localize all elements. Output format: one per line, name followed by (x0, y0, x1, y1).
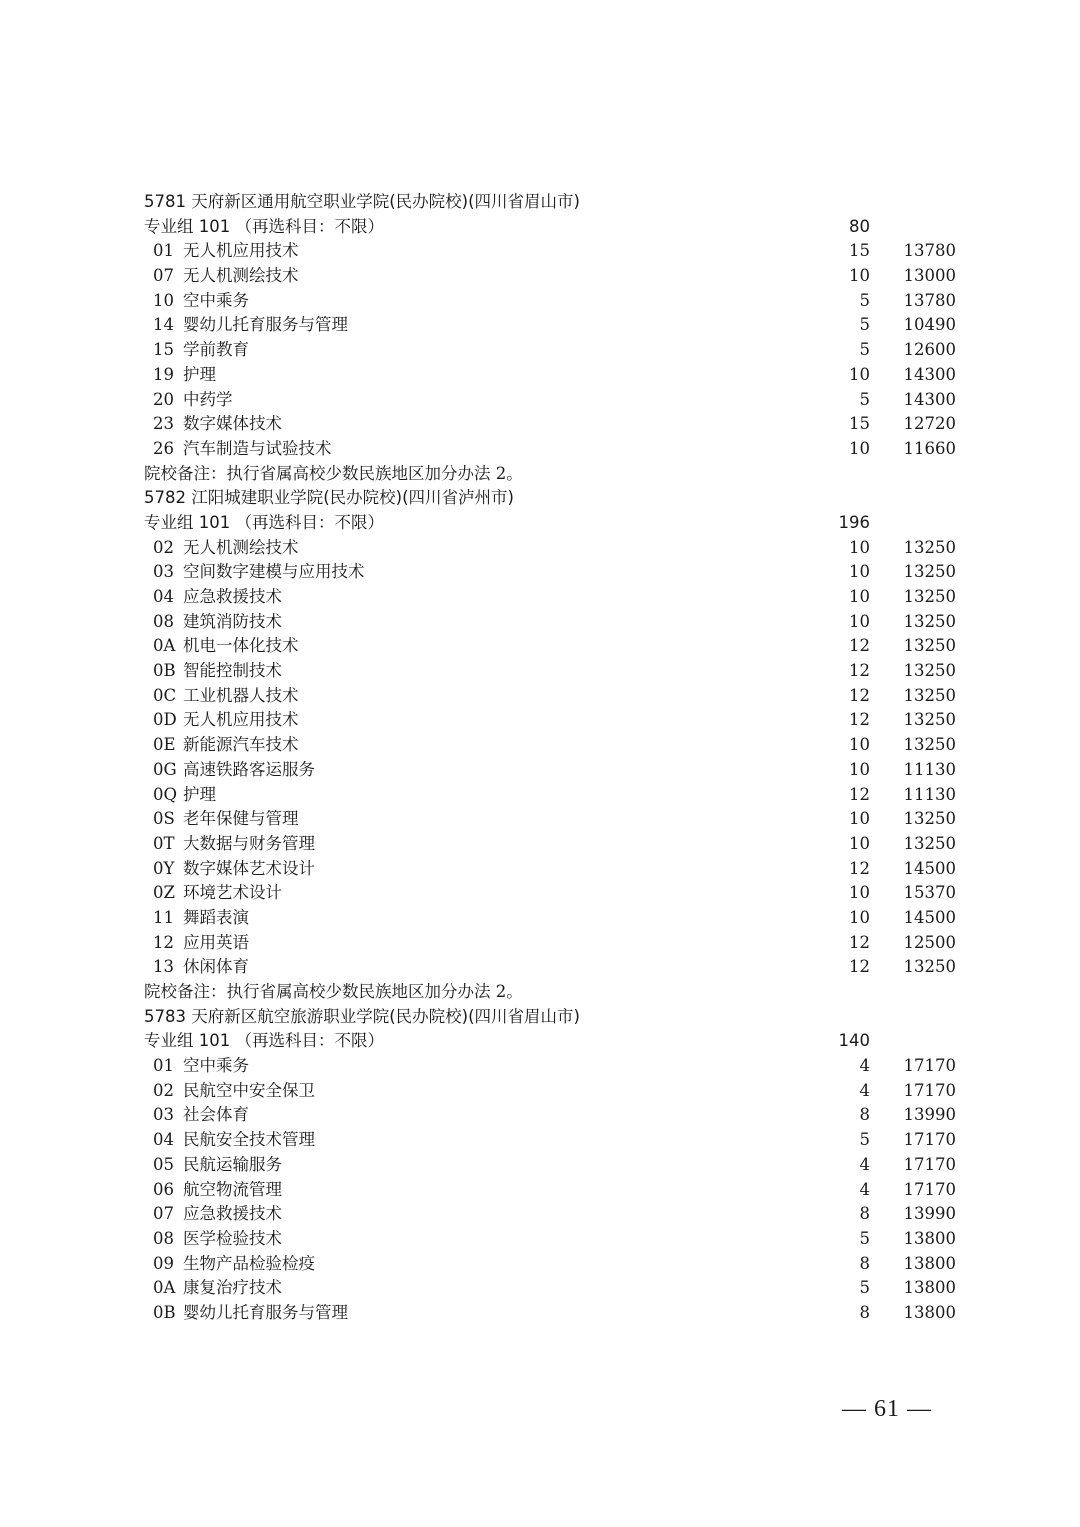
major-group-row (144, 1029, 964, 1054)
page-number: — 61 — (842, 1396, 932, 1422)
tuition-fee: 13250 (903, 611, 956, 631)
enrollment-count: 4 (859, 1154, 870, 1174)
major-row (144, 1178, 964, 1203)
major-name: 航空物流管理 (183, 1179, 282, 1199)
major-name: 婴幼儿托育服务与管理 (183, 315, 348, 335)
major-code: 26 (153, 438, 174, 458)
major-name: 高速铁路客运服务 (183, 759, 315, 779)
major-code: 01 (153, 1056, 174, 1076)
tuition-fee: 13780 (903, 241, 956, 261)
enrollment-count: 8 (859, 1253, 870, 1273)
enrollment-count: 5 (859, 1228, 870, 1248)
tuition-fee: 17170 (903, 1056, 956, 1076)
enrollment-count: 12 (849, 932, 870, 952)
enrollment-count: 10 (849, 562, 870, 582)
major-name: 学前教育 (183, 340, 249, 360)
major-name: 机电一体化技术 (183, 636, 299, 656)
major-name: 老年保健与管理 (183, 809, 299, 829)
tuition-fee: 17170 (903, 1179, 956, 1199)
tuition-fee: 13250 (903, 661, 956, 681)
note-text: 执行省属高校少数民族地区加分办法 2。 (226, 982, 523, 1001)
institution-note (144, 462, 964, 487)
major-row (144, 1054, 964, 1079)
tuition-fee: 13250 (903, 833, 956, 853)
major-name: 智能控制技术 (183, 661, 282, 681)
enrollment-count: 12 (849, 685, 870, 705)
note-label: 院校备注： (144, 982, 227, 1001)
major-name: 空中乘务 (183, 290, 249, 310)
major-row (144, 832, 964, 857)
major-code: 0A (153, 1278, 176, 1298)
institution-heading: 5782 江阳城建职业学院(民办院校)(四川省泸州市) (144, 488, 514, 508)
enrollment-count: 5 (859, 290, 870, 310)
major-name: 休闲体育 (183, 957, 249, 977)
major-row (144, 289, 964, 314)
major-name: 康复治疗技术 (183, 1278, 282, 1298)
major-row (144, 1153, 964, 1178)
tuition-fee: 15370 (903, 883, 956, 903)
enrollment-count: 12 (849, 858, 870, 878)
tuition-fee: 17170 (903, 1080, 956, 1100)
major-code: 01 (153, 241, 174, 261)
tuition-fee: 12720 (903, 414, 956, 434)
major-row (144, 708, 964, 733)
major-code: 07 (153, 1204, 174, 1224)
enrollment-count: 10 (849, 833, 870, 853)
tuition-fee: 14300 (903, 364, 956, 384)
major-code: 15 (153, 340, 174, 360)
major-group-row (144, 511, 964, 536)
enrollment-count: 5 (859, 315, 870, 335)
major-name: 空中乘务 (183, 1056, 249, 1076)
major-code: 07 (153, 266, 174, 286)
tuition-fee: 13250 (903, 957, 956, 977)
tuition-fee: 13250 (903, 809, 956, 829)
enrollment-count: 10 (849, 759, 870, 779)
tuition-fee: 13250 (903, 710, 956, 730)
major-name: 数字媒体技术 (183, 414, 282, 434)
enrollment-count: 5 (859, 389, 870, 409)
tuition-fee: 13800 (903, 1278, 956, 1298)
major-name: 无人机应用技术 (183, 241, 299, 261)
major-code: 06 (153, 1179, 174, 1199)
enrollment-count: 10 (849, 611, 870, 631)
enrollment-count: 12 (849, 710, 870, 730)
major-code: 08 (153, 1228, 174, 1248)
major-row (144, 758, 964, 783)
major-code: 03 (153, 1105, 174, 1125)
tuition-fee: 13250 (903, 636, 956, 656)
document-body (144, 190, 964, 1326)
enrollment-count: 12 (849, 957, 870, 977)
major-row (144, 560, 964, 585)
major-code: 08 (153, 611, 174, 631)
major-row (144, 807, 964, 832)
major-name: 环境艺术设计 (183, 883, 282, 903)
major-name: 医学检验技术 (183, 1228, 282, 1248)
tuition-fee: 13250 (903, 587, 956, 606)
enrollment-count: 10 (849, 364, 870, 384)
major-name: 空间数字建模与应用技术 (183, 562, 365, 582)
major-name: 应急救援技术 (183, 587, 282, 606)
major-row (144, 634, 964, 659)
enrollment-count: 10 (849, 587, 870, 606)
enrollment-count: 10 (849, 735, 870, 755)
major-row (144, 239, 964, 264)
major-code: 0C (153, 685, 177, 705)
major-code: 03 (153, 562, 174, 582)
enrollment-count: 8 (859, 1204, 870, 1224)
major-group-count: 80 (849, 216, 870, 236)
major-name: 护理 (183, 364, 216, 384)
major-row (144, 955, 964, 980)
major-row (144, 585, 964, 610)
major-row (144, 931, 964, 956)
major-code: 20 (153, 389, 174, 409)
major-name: 应用英语 (183, 932, 249, 952)
major-code: 02 (153, 537, 174, 557)
major-row (144, 313, 964, 338)
major-code: 0T (153, 833, 175, 853)
major-row (144, 1202, 964, 1227)
major-row (144, 881, 964, 906)
major-row (144, 363, 964, 388)
major-name: 工业机器人技术 (183, 685, 299, 705)
enrollment-count: 8 (859, 1105, 870, 1125)
tuition-fee: 13250 (903, 537, 956, 557)
major-code: 19 (153, 364, 174, 384)
major-row (144, 783, 964, 808)
major-code: 0B (153, 661, 176, 681)
tuition-fee: 11130 (903, 784, 956, 804)
tuition-fee: 11660 (903, 438, 956, 458)
major-group-row (144, 215, 964, 240)
tuition-fee: 13990 (903, 1204, 956, 1224)
major-row (144, 1079, 964, 1104)
major-row (144, 1252, 964, 1277)
major-code: 14 (153, 315, 174, 335)
enrollment-count: 12 (849, 661, 870, 681)
major-name: 舞蹈表演 (183, 907, 249, 927)
major-code: 02 (153, 1080, 174, 1100)
institution-block (144, 190, 964, 486)
institution-heading: 5783 天府新区航空旅游职业学院(民办院校)(四川省眉山市) (144, 1006, 580, 1026)
major-name: 大数据与财务管理 (183, 833, 315, 853)
major-code: 05 (153, 1154, 174, 1174)
tuition-fee: 17170 (903, 1154, 956, 1174)
enrollment-count: 15 (849, 241, 870, 261)
note-label: 院校备注： (144, 463, 227, 483)
enrollment-count: 4 (859, 1056, 870, 1076)
major-code: 13 (153, 957, 174, 977)
major-name: 数字媒体艺术设计 (183, 858, 315, 878)
major-code: 04 (153, 587, 174, 606)
major-row (144, 536, 964, 561)
major-name: 护理 (183, 784, 216, 804)
tuition-fee: 12500 (903, 932, 956, 952)
major-name: 民航安全技术管理 (183, 1130, 315, 1150)
major-name: 无人机应用技术 (183, 710, 299, 730)
major-row (144, 1276, 964, 1301)
major-list (144, 1054, 964, 1326)
tuition-fee: 13250 (903, 562, 956, 582)
tuition-fee: 14500 (903, 858, 956, 878)
major-row (144, 412, 964, 437)
enrollment-count: 4 (859, 1080, 870, 1100)
institution-block (144, 1005, 964, 1326)
tuition-fee: 11130 (903, 759, 956, 779)
tuition-fee: 13800 (903, 1253, 956, 1273)
major-name: 生物产品检验检疫 (183, 1253, 315, 1273)
major-code: 0S (153, 809, 175, 829)
major-code: 10 (153, 290, 174, 310)
major-row (144, 1301, 964, 1326)
major-code: 0Q (153, 784, 178, 804)
tuition-fee: 12600 (903, 340, 956, 360)
enrollment-count: 5 (859, 340, 870, 360)
enrollment-count: 5 (859, 1278, 870, 1298)
major-code: 0E (153, 735, 176, 755)
enrollment-count: 10 (849, 537, 870, 557)
major-list (144, 239, 964, 461)
major-group-label: 专业组 101 （再选科目：不限） (144, 216, 384, 236)
major-name: 汽车制造与试验技术 (183, 438, 332, 458)
tuition-fee: 13800 (903, 1302, 956, 1322)
tuition-fee: 17170 (903, 1130, 956, 1150)
major-code: 0G (153, 759, 177, 779)
institution-note (144, 980, 964, 1005)
tuition-fee: 13800 (903, 1228, 956, 1248)
note-text: 执行省属高校少数民族地区加分办法 2。 (226, 463, 523, 483)
enrollment-count: 10 (849, 883, 870, 903)
enrollment-count: 8 (859, 1302, 870, 1322)
tuition-fee: 13990 (903, 1105, 956, 1125)
major-name: 中药学 (183, 389, 233, 409)
major-code: 0D (153, 710, 177, 730)
major-name: 建筑消防技术 (183, 611, 282, 631)
enrollment-count: 12 (849, 636, 870, 656)
enrollment-count: 4 (859, 1179, 870, 1199)
major-row (144, 1128, 964, 1153)
major-group-count: 140 (838, 1031, 870, 1051)
major-row (144, 1103, 964, 1128)
major-name: 婴幼儿托育服务与管理 (183, 1302, 348, 1322)
major-code: 0Y (153, 858, 175, 878)
major-code: 0B (153, 1302, 176, 1322)
major-list (144, 536, 964, 980)
major-row (144, 1227, 964, 1252)
tuition-fee: 13250 (903, 685, 956, 705)
major-name: 民航空中安全保卫 (183, 1080, 315, 1100)
major-row (144, 906, 964, 931)
major-row (144, 437, 964, 462)
enrollment-count: 10 (849, 809, 870, 829)
enrollment-count: 10 (849, 907, 870, 927)
major-name: 无人机测绘技术 (183, 537, 299, 557)
enrollment-count: 10 (849, 266, 870, 286)
major-row (144, 659, 964, 684)
major-name: 社会体育 (183, 1105, 249, 1125)
tuition-fee: 13780 (903, 290, 956, 310)
major-group-label: 专业组 101 （再选科目：不限） (144, 512, 384, 532)
major-name: 新能源汽车技术 (183, 735, 299, 755)
enrollment-count: 5 (859, 1130, 870, 1150)
major-code: 0Z (153, 883, 175, 903)
major-row (144, 857, 964, 882)
major-row (144, 610, 964, 635)
major-code: 11 (153, 907, 174, 927)
enrollment-count: 12 (849, 784, 870, 804)
major-code: 12 (153, 932, 174, 952)
major-row (144, 733, 964, 758)
tuition-fee: 13000 (903, 266, 956, 286)
major-row (144, 264, 964, 289)
major-name: 无人机测绘技术 (183, 266, 299, 286)
major-code: 23 (153, 414, 174, 434)
institution-heading: 5781 天府新区通用航空职业学院(民办院校)(四川省眉山市) (144, 192, 580, 211)
tuition-fee: 13250 (903, 735, 956, 755)
major-code: 09 (153, 1253, 174, 1273)
enrollment-count: 10 (849, 438, 870, 458)
tuition-fee: 10490 (903, 315, 956, 335)
tuition-fee: 14300 (903, 389, 956, 409)
major-code: 0A (153, 636, 176, 656)
major-name: 应急救援技术 (183, 1204, 282, 1224)
major-code: 04 (153, 1130, 174, 1150)
tuition-fee: 14500 (903, 907, 956, 927)
enrollment-count: 15 (849, 414, 870, 434)
major-group-label: 专业组 101 （再选科目：不限） (144, 1031, 384, 1051)
major-row (144, 388, 964, 413)
major-name: 民航运输服务 (183, 1154, 282, 1174)
major-group-count: 196 (838, 512, 870, 532)
major-row (144, 684, 964, 709)
major-row (144, 338, 964, 363)
institution-block (144, 486, 964, 1004)
